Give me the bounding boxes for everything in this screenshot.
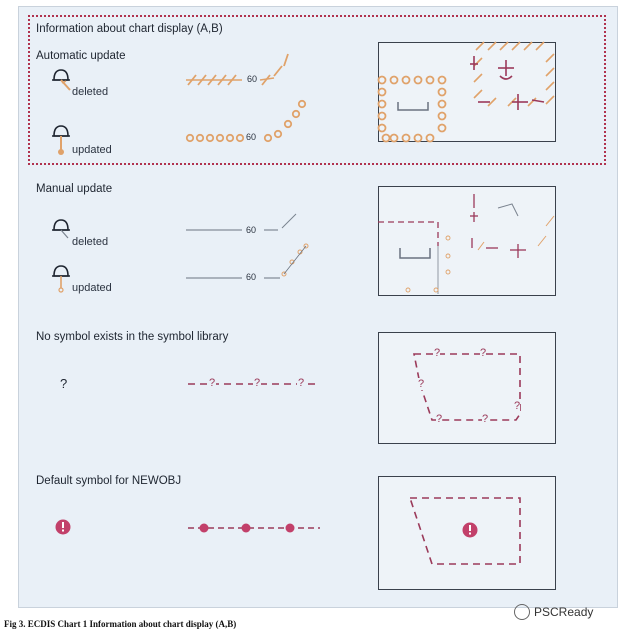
chart-drawing-manual (378, 186, 556, 296)
section-title-default-symbol: Default symbol for NEWOBJ (36, 475, 182, 487)
depth-contour-updated-manual (182, 240, 312, 290)
newobj-line-symbol (186, 518, 326, 538)
auto-deleted-label: deleted (72, 86, 109, 98)
area-marker-bottom-1: ? (436, 413, 443, 425)
area-marker-right: ? (514, 400, 521, 412)
area-marker-left: ? (418, 378, 425, 390)
newobj-point-icon (54, 518, 74, 538)
area-marker-top-1: ? (434, 347, 441, 359)
figure-caption: Fig 3. ECDIS Chart 1 Information about chart display (A,B) (4, 619, 237, 629)
depth-label-deleted-auto: 60 (247, 74, 258, 84)
depth-contour-deleted-auto (182, 60, 302, 100)
section-title-chart-display: Information about chart display (A,B) (36, 23, 223, 35)
chart-drawing-default-symbol (378, 476, 556, 590)
area-marker-top-2: ? (480, 347, 487, 359)
bell-updated-icon (50, 122, 76, 162)
chart-drawing-automatic (378, 42, 556, 142)
unknown-symbol-glyph: ? (60, 376, 68, 391)
depth-contour-updated-auto (182, 100, 312, 150)
depth-label-updated-manual: 60 (246, 272, 257, 282)
unknown-line-marker-3: ? (298, 377, 305, 389)
manual-deleted-label: deleted (72, 236, 109, 248)
watermark (514, 604, 593, 620)
section-title-no-symbol: No symbol exists in the symbol library (36, 331, 229, 343)
depth-label-deleted-manual: 60 (246, 225, 257, 235)
watermark-text: PSCReady (534, 605, 594, 619)
unknown-line-marker-1: ? (209, 377, 216, 389)
unknown-line-marker-2: ? (254, 377, 261, 389)
area-marker-bottom-2: ? (482, 413, 489, 425)
section-title-manual-update: Manual update (36, 183, 113, 195)
auto-updated-label: updated (72, 144, 112, 156)
depth-label-updated-auto: 60 (246, 132, 257, 142)
manual-updated-label: updated (72, 282, 112, 294)
wechat-icon (514, 604, 530, 620)
section-subtitle-automatic-update: Automatic update (36, 50, 126, 62)
chart-drawing-no-symbol (378, 332, 556, 444)
